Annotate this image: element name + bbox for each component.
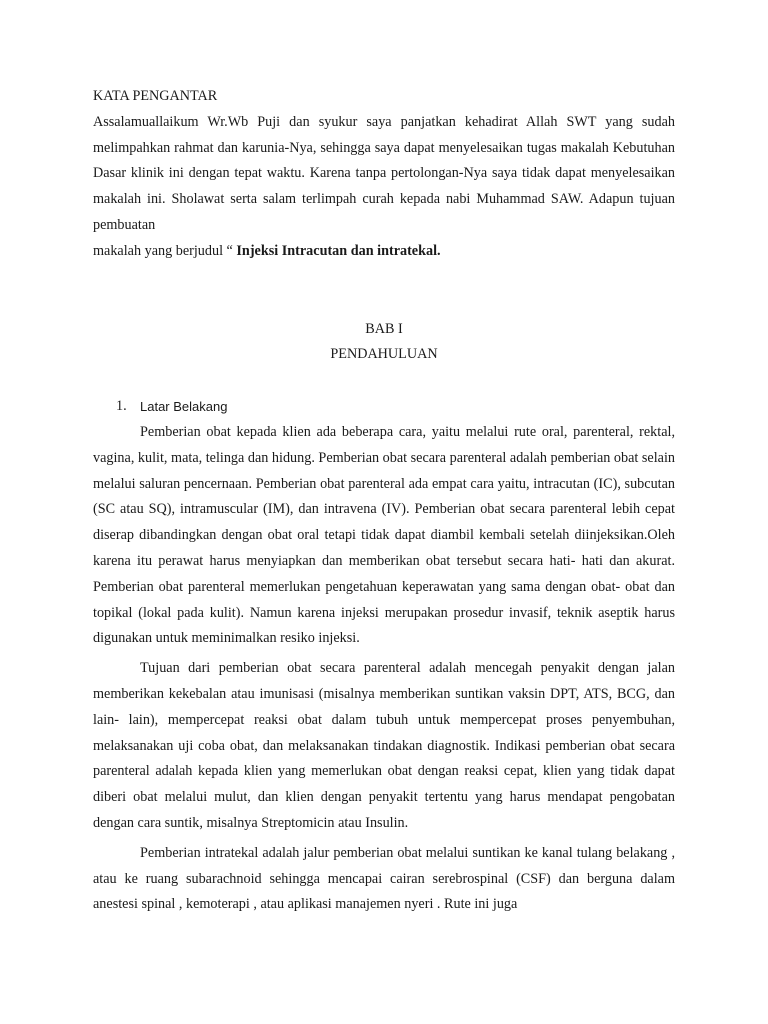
document-body	[93, 84, 675, 918]
paper-title-line	[93, 239, 675, 265]
section-number: 1.	[116, 398, 127, 415]
preface-heading: KATA PENGANTAR	[93, 88, 218, 104]
body-paragraph: Tujuan dari pemberian obat secara parenteral adalah mencegah penyakit dengan jalan memberikan kekebalan atau imunisasi (misalnya memberikan suntikan vaksin DPT, ATS, BCG, dan lain- lain), mempercepat reaksi obat dalam tubuh untuk mempercepat proses penyembuhan, melaksanakan uji coba obat, dan melaksanakan tindakan diagnostik. Indikasi pemberian obat secara parenteral adalah kepada klien yang memerlukan obat dengan reaksi cepat, klien yang tidak dapat diberi obat melalui mulut, dan klien dengan penyakit tertentu yang harus mendapat pengobatan dengan cara suntik, misalnya Streptomicin atau Insulin.	[93, 660, 675, 831]
body-paragraph: Pemberian intratekal adalah jalur pemberian obat melalui suntikan ke kanal tulang belakang , atau ke ruang subarachnoid sehingga mencapai cairan serebrospinal (CSF) dan berguna dalam anestesi spinal , kemoterapi , atau aplikasi manajemen nyeri . Rute ini juga	[93, 844, 675, 913]
chapter-title: PENDAHULUAN	[330, 346, 438, 363]
paper-title: Injeksi Intracutan dan intratekal.	[236, 242, 441, 259]
chapter-number: BAB I	[365, 320, 403, 337]
body-paragraph: Pemberian obat kepada klien ada beberapa cara, yaitu melalui rute oral, parenteral, rektal, vagina, kulit, mata, telinga dan hidung. Pemberian obat secara parenteral adalah pemberian obat selain melalui saluran pencernaan. Pemberian obat parenteral ada empat cara yaitu, intracutan (IC), subcutan (SC atau SQ), intramuscular (IM), dan intravena (IV). Pemberian obat secara parenteral lebih cepat diserap dibandingkan dengan obat oral tetapi tidak dapat diambil kembali setelah diinjeksikan.Oleh karena itu perawat harus menyiapkan dan memberikan obat tersebut secara hati- hati dan akurat. Pemberian obat parenteral memerlukan pengetahuan keperawatan yang sama dengan obat- obat dan topikal (lokal pada kulit). Namun karena injeksi merupakan prosedur invasif, teknik aseptik harus digunakan untuk meminimalkan resiko injeksi.	[93, 423, 675, 647]
preface-paragraph: Assalamuallaikum Wr.Wb Puji dan syukur saya panjatkan kehadirat Allah SWT yang sudah melimpahkan rahmat dan karunia-Nya, sehingga saya dapat menyelesaikan tugas makalah Kebutuhan Dasar klinik ini dengan tepat waktu. Karena tanpa pertolongan-Nya saya tidak dapat menyelesaikan makalah ini. Sholawat serta salam terlimpah curah kepada nabi Muhammad SAW. Adapun tujuan pembuatan	[93, 113, 675, 233]
section-title: Latar Belakang	[140, 399, 228, 415]
paper-title-prefix: makalah yang berjudul “	[93, 242, 237, 259]
section-heading	[93, 394, 675, 420]
